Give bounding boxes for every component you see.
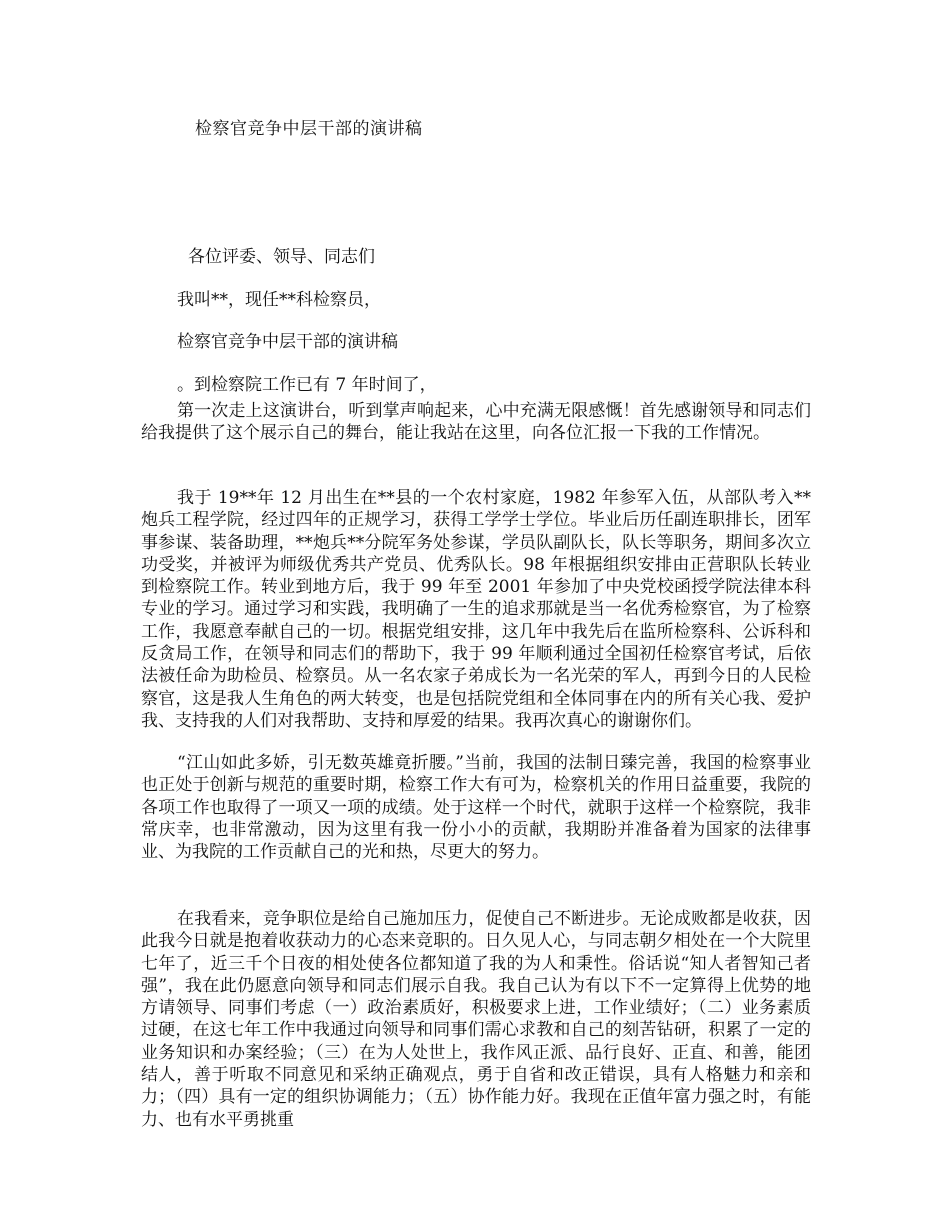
- paragraph-background: 我于 19**年 12 月出生在**县的一个农村家庭，1982 年参军入伍，从部队考入**炮兵工程学院，经过四年的正规学习，获得工学学士学位。毕业后历任副连职排长，团军事参谋、装备助理，**炮兵**分院军务处参谋，学员队副队长，队长等职务，期间多次立功受奖，并被评为师级优秀共产党员、优秀队长。98 年根据组织安排由正营职队长转业到检察院工作。转业到地方后，我于 99 年至 2001 年参加了中央党校函授学院法律本科专业的学习。通过学习和实践，我明确了一生的追求那就是当一名优秀检察官，为了检察工作，我愿意奉献自己的一切。根据党组安排，这几年中我先后在监所检察科、公诉科和反贪局工作，在领导和同志们的帮助下，我于 99 年顺利通过全国初任检察官考试，后依法被任命为助检员、检察员。从一名农家子弟成长为一名光荣的军人，再到今日的人民检察官，这是我人生角色的两大转变，也是包括院党组和全体同事在内的所有关心我、爱护我、支持我的人们对我帮助、支持和厚爱的结果。我再次真心的谢谢你们。: [141, 488, 811, 731]
- intro-line: 我叫**，现任**科检察员，: [177, 290, 381, 310]
- paragraph-competition: 在我看来，竞争职位是给自己施加压力，促使自己不断进步。无论成败都是收获，因此我今日就是抱着收获动力的心态来竞职的。日久见人心，与同志朝夕相处在一个大院里七年了，近三千个日夜的相处使各位都知道了我的为人和秉性。俗话说“知人者智知己者强”，我在此仍愿意向领导和同志们展示自我。我自己认为有以下不一定算得上优势的地方请领导、同事们考虑（一）政治素质好，积极要求上进，工作业绩好；（二）业务素质过硬，在这七年工作中我通过向领导和同事们需心求教和自己的刻苦钻研，积累了一定的业务知识和办案经验；（三）在为人处世上，我作风正派、品行良好、正直、和善，能团结人，善于听取不同意见和采纳正确观点，勇于自省和改正错误，具有人格魅力和亲和力；（四）具有一定的组织协调能力；（五）协作能力好。我现在正值年富力强之时，有能力、也有水平勇挑重: [141, 909, 811, 1130]
- salutation: 各位评委、领导、同志们: [188, 247, 375, 267]
- years-line: 。到检察院工作已有 7 年时间了，: [177, 375, 437, 395]
- document-title: 检察官竞争中层干部的演讲稿: [195, 119, 423, 139]
- paragraph-era: “江山如此多娇，引无数英雄竟折腰。”当前，我国的法制日臻完善，我国的检察事业也正处于创新与规范的重要时期，检察工作大有可为，检察机关的作用日益重要，我院的各项工作也取得了一项又一项的成绩。处于这样一个时代，就职于这样一个检察院，我非常庆幸，也非常激动，因为这里有我一份小小的贡献，我期盼并准备着为国家的法律事业、为我院的工作贡献自己的光和热，尽更大的努力。: [141, 753, 811, 863]
- paragraph-opening: 第一次走上这演讲台，听到掌声响起来，心中充满无限感慨！首先感谢领导和同志们给我提供了这个展示自己的舞台，能让我站在这里，向各位汇报一下我的工作情况。: [141, 401, 811, 444]
- repeat-title-line: 检察官竞争中层干部的演讲稿: [177, 332, 398, 352]
